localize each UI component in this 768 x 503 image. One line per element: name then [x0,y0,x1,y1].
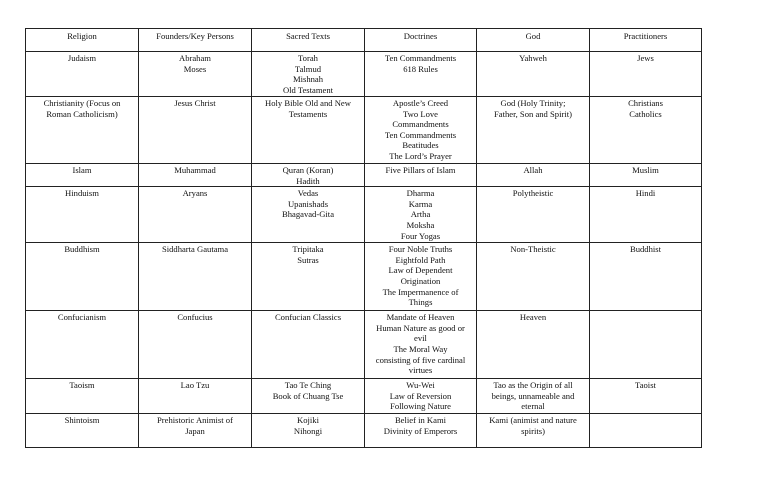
cell-line: Sutras [297,254,319,265]
cell-line: Aryans [182,188,208,199]
cell-line: Jesus Christ [174,98,216,108]
cell-line: Beatitudes [402,140,439,151]
cell-line: Holy Bible Old and New [265,98,351,108]
cell-line: Law of Dependent [388,265,453,276]
cell-line: Things [408,297,433,308]
cell-line: Talmud [294,63,322,74]
cell-doctrines [365,187,477,243]
table-row [26,414,702,448]
cell-founders [139,164,252,187]
cell-religion [26,164,139,187]
cell-line: Dharma [406,188,435,199]
cell-line: Hinduism [65,188,99,199]
header-practitioners: Practitioners [590,29,702,52]
cell-sacred-texts [252,164,365,187]
cell-founders [139,311,252,379]
table-row [26,187,702,243]
cell-line: Following Nature [390,401,451,412]
table-body [26,29,702,448]
cell-line: Taoism [69,380,95,391]
table-row [26,52,702,97]
cell-line: Mandate of Heaven [386,312,455,323]
cell-line: Karma [408,198,433,209]
cell-practitioners [590,414,702,448]
cell-line: Non-Theistic [510,244,556,255]
cell-practitioners [590,97,702,164]
cell-line: Shintoism [64,415,100,426]
cell-line: Origination [400,275,441,286]
cell-line: Confucian Classics [274,312,342,323]
cell-line: Buddhism [64,244,100,255]
header-religion: Religion [26,29,139,52]
cell-line: Commandments [392,119,449,130]
cell-doctrines [365,52,477,97]
cell-line: Buddhist [629,244,662,255]
religions-table [25,28,702,448]
cell-doctrines [365,414,477,448]
cell-line: 618 Rules [403,63,438,74]
cell-sacred-texts [252,379,365,414]
cell-line: Eightfold Path [395,254,446,265]
cell-line: Japan [185,425,205,436]
cell-line: Prehistoric Animist of [157,415,233,426]
cell-line: Moksha [406,219,435,230]
cell-line: Belief in Kami [394,415,447,426]
table-row [26,164,702,187]
cell-religion [26,379,139,414]
cell-practitioners [590,52,702,97]
cell-line: Heaven [519,312,547,323]
cell-line: Wu-Wei [406,380,435,391]
cell-doctrines [365,164,477,187]
cell-line: Book of Chuang Tse [272,390,344,401]
cell-line: Muhammad [174,165,216,175]
cell-line: Allah [523,165,543,175]
cell-line: Polytheistic [512,188,554,199]
cell-line: Bhagavad-Gita [281,209,335,220]
cell-line: Testaments [288,108,328,119]
cell-line: Father, Son and Spirit) [494,108,572,119]
cell-religion [26,187,139,243]
cell-line: Abraham [179,53,211,63]
cell-line: Kojiki [297,415,319,426]
cell-practitioners [590,164,702,187]
cell-god [477,187,590,243]
cell-line: Lao Tzu [180,380,210,391]
cell-line: Confucius [177,312,213,323]
cell-line: Christians [628,98,663,108]
cell-line: spirits) [521,425,545,436]
cell-founders [139,97,252,164]
cell-line: Hadith [296,175,320,186]
cell-god [477,414,590,448]
header-sacred-texts: Sacred Texts [252,29,365,52]
cell-practitioners [590,379,702,414]
cell-line: Torah [298,53,318,63]
cell-god [477,52,590,97]
cell-line: Kami (animist and nature [489,415,577,426]
cell-line: The Lord’s Prayer [389,150,452,161]
cell-founders [139,414,252,448]
cell-line: eternal [521,401,545,412]
cell-god [477,311,590,379]
cell-line: Tao as the Origin of all [493,380,573,391]
cell-line: Confucianism [57,312,107,323]
cell-god [477,379,590,414]
table-row [26,243,702,311]
cell-line: Islam [72,165,92,175]
cell-line: evil [414,333,427,344]
header-row [26,29,702,52]
cell-line: Apostle’s Creed [392,98,449,108]
cell-line: Christianity (Focus on [43,98,121,108]
cell-line: Five Pillars of Islam [385,165,456,175]
cell-line: Quran (Koran) [282,165,334,175]
cell-god [477,97,590,164]
cell-practitioners [590,311,702,379]
cell-line: Divinity of Emperors [383,425,458,436]
cell-line: virtues [408,365,433,376]
cell-founders [139,52,252,97]
cell-doctrines [365,311,477,379]
cell-line: Upanishads [287,198,329,209]
cell-sacred-texts [252,311,365,379]
cell-line: Law of Reversion [389,390,452,401]
cell-line: Artha [410,209,431,220]
cell-founders [139,187,252,243]
cell-practitioners [590,243,702,311]
cell-line: Tao Te Ching [284,380,332,391]
cell-line: God (Holy Trinity; [500,98,566,108]
cell-line: Muslim [632,165,659,175]
table-row [26,311,702,379]
header-founders: Founders/Key Persons [139,29,252,52]
cell-sacred-texts [252,97,365,164]
header-doctrines: Doctrines [365,29,477,52]
cell-line: Jews [637,53,654,63]
cell-doctrines [365,243,477,311]
cell-line: Judaism [67,53,97,63]
cell-line: Roman Catholicism) [46,108,118,119]
cell-religion [26,414,139,448]
cell-founders [139,379,252,414]
cell-sacred-texts [252,414,365,448]
cell-line: Ten Commandments [384,53,457,63]
cell-line: Tripitaka [292,244,324,255]
cell-line: The Impermanence of [382,286,459,297]
cell-religion [26,311,139,379]
cell-line: Taoist [635,380,656,391]
cell-line: Human Nature as good or [376,322,465,333]
cell-line: The Moral Way [393,343,448,354]
cell-line: Two Love [403,108,438,119]
cell-god [477,243,590,311]
cell-line: beings, unnameable and [491,390,575,401]
cell-line: Nihongi [293,425,323,436]
cell-line: Hindi [635,188,656,199]
cell-line: Yahweh [519,53,547,63]
cell-line: Four Yogas [400,230,441,241]
header-god: God [477,29,590,52]
cell-religion [26,97,139,164]
cell-line: Siddharta Gautama [161,244,229,255]
cell-line: Moses [183,63,207,74]
table-row [26,379,702,414]
table-row [26,97,702,164]
cell-religion [26,243,139,311]
cell-line: Catholics [629,108,662,119]
cell-founders [139,243,252,311]
cell-line: Vedas [297,188,319,199]
cell-doctrines [365,97,477,164]
cell-sacred-texts [252,243,365,311]
cell-line: Four Noble Truths [388,244,453,255]
cell-line: Ten Commandments [384,129,457,140]
cell-sacred-texts [252,52,365,97]
cell-practitioners [590,187,702,243]
cell-line: Mishnah [292,74,324,85]
cell-line: Old Testament [282,84,334,95]
cell-sacred-texts [252,187,365,243]
cell-religion [26,52,139,97]
cell-doctrines [365,379,477,414]
cell-line: consisting of five cardinal [375,354,466,365]
cell-god [477,164,590,187]
